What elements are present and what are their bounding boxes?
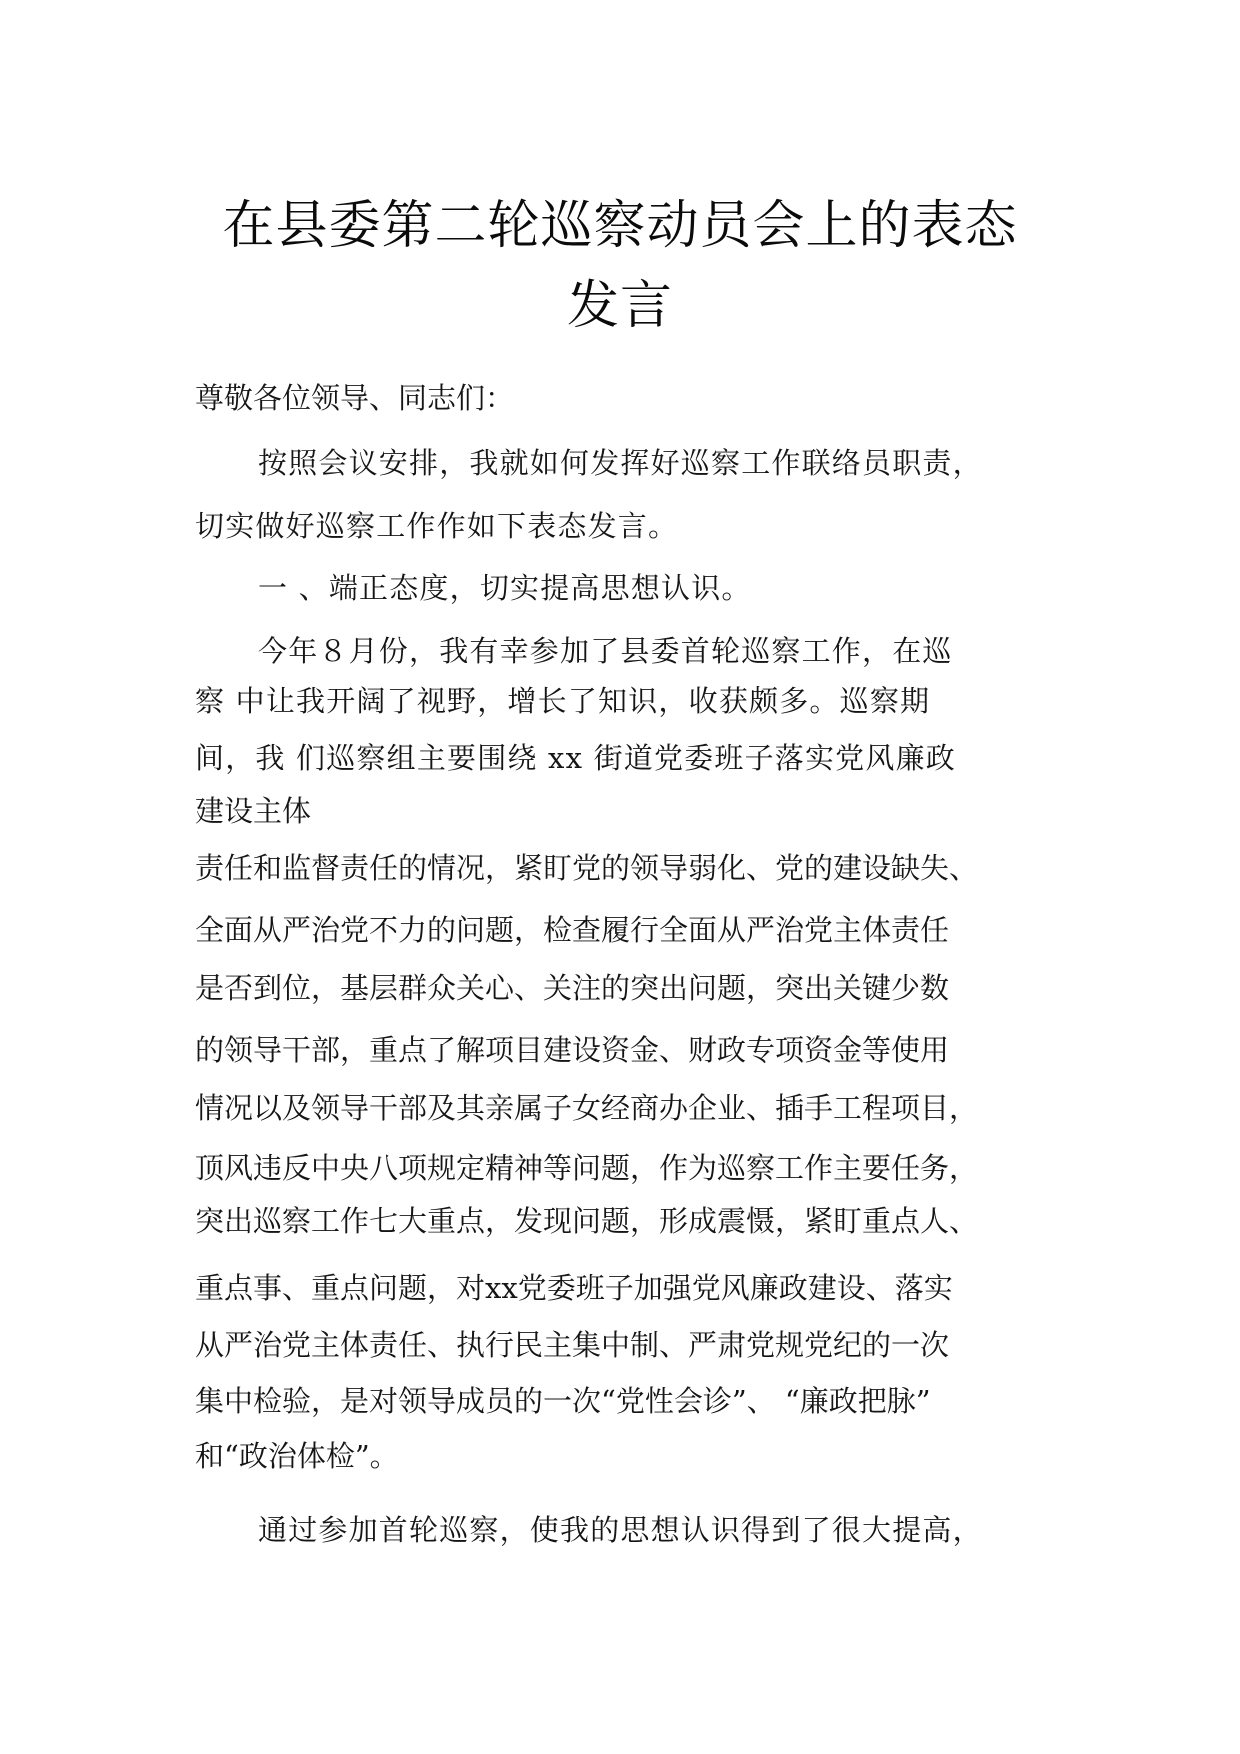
- paragraph-line: 从严治党主体责任、执行民主集中制、严肃党规党纪的一次: [195, 1328, 950, 1362]
- paragraph-line: 重点事、重点问题，对xx党委班子加强党风廉政建设、落实: [195, 1271, 953, 1305]
- paragraph-line: 责任和监督责任的情况，紧盯党的领导弱化、党的建设缺失、: [195, 851, 979, 885]
- paragraph-line: 切实做好巡察工作作如下表态发言。: [195, 509, 679, 543]
- paragraph-line: 间，我 们巡察组主要围绕 xx 街道党委班子落实党风廉政: [195, 741, 956, 775]
- paragraph-line: 今年８月份，我有幸参加了县委首轮巡察工作，在巡: [258, 634, 953, 668]
- paragraph-line: 集中检验，是对领导成员的一次“党性会诊”、 “廉政把脉”: [195, 1384, 931, 1418]
- paragraph-line: 是否到位，基层群众关心、关注的突出问题，突出关键少数: [195, 971, 950, 1005]
- salutation: 尊敬各位领导、同志们：: [195, 381, 515, 415]
- paragraph-line: 按照会议安排，我就如何发挥好巡察工作联络员职责，: [258, 446, 983, 480]
- paragraph-line: 建设主体: [195, 794, 312, 828]
- paragraph-line: 通过参加首轮巡察，使我的思想认识得到了很大提高，: [258, 1513, 983, 1547]
- paragraph-line: 情况以及领导干部及其亲属子女经商办企业、插手工程项目，: [195, 1091, 979, 1125]
- paragraph-line: 突出巡察工作七大重点，发现问题，形成震慑，紧盯重点人、: [195, 1204, 979, 1238]
- paragraph-line: 顶风违反中央八项规定精神等问题，作为巡察工作主要任务，: [195, 1151, 979, 1185]
- document-title-line-1: 在县委第二轮巡察动员会上的表态: [222, 196, 1018, 256]
- paragraph-line: 察 中让我开阔了视野，增长了知识，收获颇多。巡察期: [195, 684, 931, 718]
- section-heading: 一 、端正态度，切实提高思想认识。: [258, 571, 752, 605]
- paragraph-line: 的领导干部，重点了解项目建设资金、财政专项资金等使用: [195, 1033, 950, 1067]
- paragraph-line: 全面从严治党不力的问题，检查履行全面从严治党主体责任: [195, 913, 950, 947]
- document-title-line-2: 发言: [566, 276, 673, 336]
- paragraph-line: 和“政治体检”。: [195, 1439, 399, 1473]
